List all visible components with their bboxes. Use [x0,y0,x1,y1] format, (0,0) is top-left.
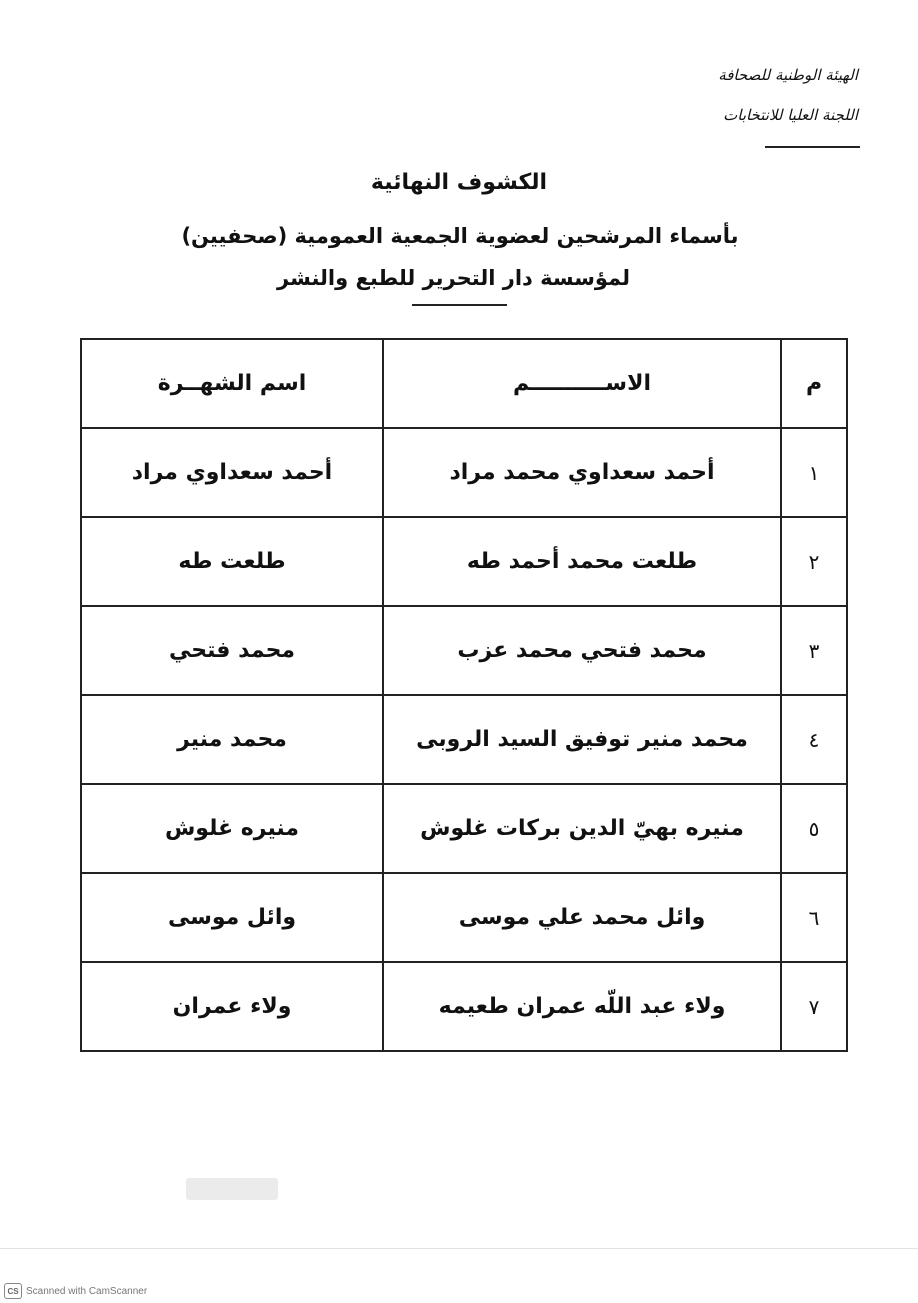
table-row [81,873,847,962]
committee-name: اللجنة العليا للانتخابات [723,106,858,124]
header-name: الاســــــــــم [383,339,781,428]
scan-edge-line [0,1248,918,1249]
row-nickname: طلعت طه [81,517,383,606]
row-name: منيره بهيّ الدين بركات غلوش [383,784,781,873]
header-rule [765,146,860,148]
organization-name: الهيئة الوطنية للصحافة [718,66,858,84]
row-num: ٥ [781,784,847,873]
table-row [81,606,847,695]
row-nickname: وائل موسى [81,873,383,962]
document-title: الكشوف النهائية [370,170,548,195]
camscanner-icon: CS [4,1283,22,1299]
header-nickname: اسم الشهــرة [81,339,383,428]
row-nickname: ولاء عمران [81,962,383,1051]
row-num: ١ [781,428,847,517]
table-row [81,517,847,606]
row-nickname: محمد فتحي [81,606,383,695]
row-name: محمد فتحي محمد عزب [383,606,781,695]
row-name: أحمد سعداوي محمد مراد [383,428,781,517]
table-row [81,695,847,784]
faded-stamp [186,1178,278,1200]
row-name: ولاء عبد اللّه عمران طعيمه [383,962,781,1051]
row-name: طلعت محمد أحمد طه [383,517,781,606]
row-nickname: أحمد سعداوي مراد [81,428,383,517]
table-row [81,428,847,517]
row-num: ٣ [781,606,847,695]
scanner-watermark [4,1283,147,1299]
row-name: محمد منير توفيق السيد الروبى [383,695,781,784]
row-num: ٤ [781,695,847,784]
header-num: م [781,339,847,428]
table-header-row [81,339,847,428]
table-row [81,962,847,1051]
row-num: ٧ [781,962,847,1051]
candidates-table [80,338,848,1052]
row-num: ٦ [781,873,847,962]
row-name: وائل محمد علي موسى [383,873,781,962]
row-nickname: محمد منير [81,695,383,784]
table-row [81,784,847,873]
row-nickname: منيره غلوش [81,784,383,873]
scanner-text: Scanned with CamScanner [26,1285,148,1297]
row-num: ٢ [781,517,847,606]
institution-title: لمؤسسة دار التحرير للطبع والنشر [277,266,630,290]
title-underline [412,304,507,306]
document-subtitle: بأسماء المرشحين لعضوية الجمعية العمومية (صحفيين) [181,224,739,248]
